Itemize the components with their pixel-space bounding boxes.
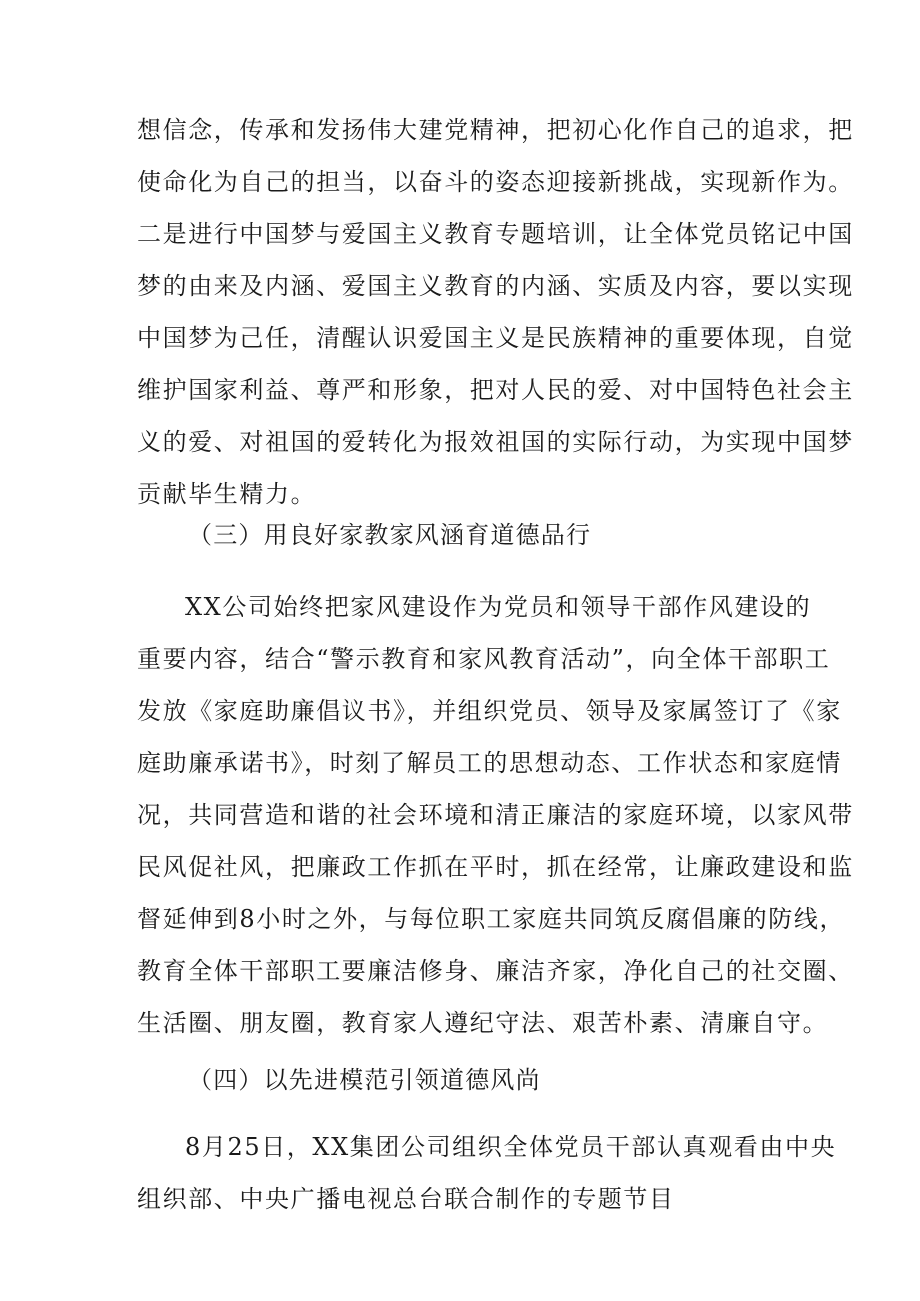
paragraph-line: 中国梦为己任，清醒认识爱国主义是民族精神的重要体现，自觉	[137, 324, 854, 352]
paragraph-line: 义的爱、对祖国的爱转化为报效祖国的实际行动，为实现中国梦	[137, 428, 854, 456]
paragraph-line: 发放《家庭助廉倡议书》，并组织党员、领导及家属签订了《家	[137, 697, 842, 725]
paragraph-line: 生活圈、朋友圈，教育家人遵纪守法、艰苦朴素、清廉自守。	[137, 1009, 829, 1037]
section-heading-4: （四）以先进模范引领道德风尚	[188, 1066, 541, 1094]
paragraph-line: XX公司始终把家风建设作为党员和领导干部作风建设的	[185, 593, 812, 621]
paragraph-line: 想信念，传承和发扬伟大建党精神，把初心化作自己的追求，把	[137, 116, 854, 144]
paragraph-line: 重要内容，结合“警示教育和家风教育活动”，向全体干部职工	[137, 645, 831, 673]
paragraph-line: 庭助廉承诺书》，时刻了解员工的思想动态、工作状态和家庭情	[137, 749, 842, 777]
paragraph-line: 8月25日，XX集团公司组织全体党员干部认真观看由中央	[185, 1133, 837, 1161]
paragraph-line: 贡献毕生精力。	[137, 480, 317, 508]
section-heading-3: （三）用良好家教家风涵育道德品行	[188, 521, 592, 549]
paragraph-line: 维护国家利益、尊严和形象，把对人民的爱、对中国特色社会主	[137, 376, 854, 404]
paragraph-line: 民风促社风，把廉政工作抓在平时，抓在经常，让廉政建设和监	[137, 853, 854, 881]
paragraph-line: 督延伸到8小时之外，与每位职工家庭共同筑反腐倡廉的防线，	[137, 905, 846, 933]
paragraph-line: 况，共同营造和谐的社会环境和清正廉洁的家庭环境，以家风带	[137, 801, 854, 829]
paragraph-line: 使命化为自己的担当，以奋斗的姿态迎接新挑战，实现新作为。	[137, 168, 854, 196]
paragraph-line: 教育全体干部职工要廉洁修身、廉洁齐家，净化自己的社交圈、	[137, 957, 854, 985]
paragraph-line: 组织部、中央广播电视总台联合制作的专题节目	[137, 1185, 675, 1213]
paragraph-line: 二是进行中国梦与爱国主义教育专题培训，让全体党员铭记中国	[137, 220, 854, 248]
paragraph-line: 梦的由来及内涵、爱国主义教育的内涵、实质及内容，要以实现	[137, 272, 854, 300]
